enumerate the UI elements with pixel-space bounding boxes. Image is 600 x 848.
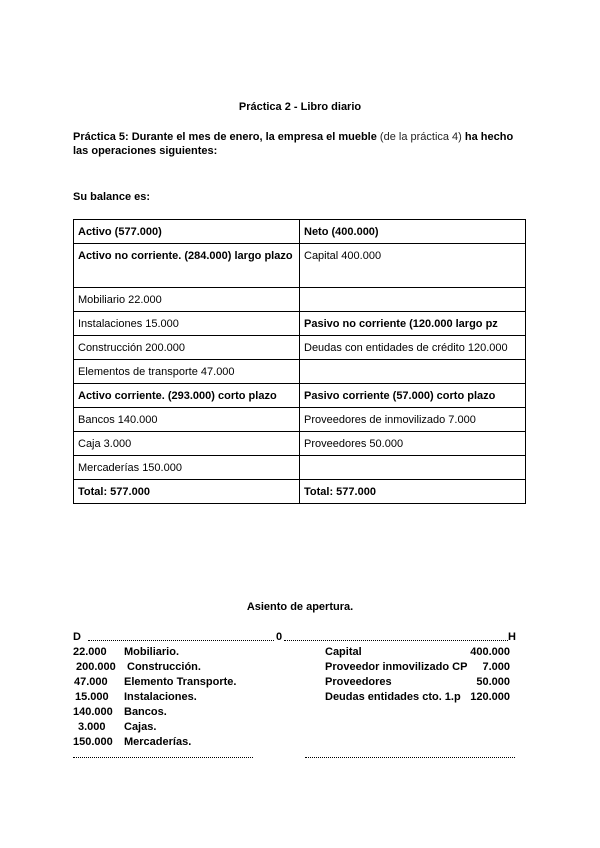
table-cell: Activo (577.000) (74, 220, 300, 244)
table-cell: Neto (400.000) (300, 220, 526, 244)
debit-amount: 15.000 (75, 691, 109, 703)
intro-normal: (de la práctica 4) (376, 131, 465, 143)
debit-account: Cajas. (124, 721, 157, 733)
dotted-separator (88, 640, 274, 641)
table-row (74, 360, 526, 384)
table-row (74, 336, 526, 360)
asiento-title: Asiento de apertura. (246, 601, 354, 613)
table-cell: Mobiliario 22.000 (74, 288, 300, 312)
table-cell: Total: 577.000 (300, 480, 526, 504)
debit-amount: 140.000 (73, 706, 113, 718)
table-cell: Caja 3.000 (74, 432, 300, 456)
debit-amount: 150.000 (73, 736, 113, 748)
credit-account: Proveedores (325, 676, 392, 688)
table-cell: Pasivo corriente (57.000) corto plazo (300, 384, 526, 408)
table-cell (300, 360, 526, 384)
table-row (74, 312, 526, 336)
dotted-separator (305, 757, 515, 758)
table-cell: Mercaderías 150.000 (74, 456, 300, 480)
debit-amount: 22.000 (73, 646, 107, 658)
table-row (74, 220, 526, 244)
credit-amount: 120.000 (470, 691, 510, 703)
page-title: Práctica 2 - Libro diario (238, 101, 362, 113)
credit-amount: 400.000 (470, 646, 510, 658)
debit-amount: 200.000 (76, 661, 116, 673)
balance-heading: Su balance es: (73, 191, 151, 203)
table-cell: Deudas con entidades de crédito 120.000 (300, 336, 526, 360)
table-cell: Elementos de transporte 47.000 (74, 360, 300, 384)
credit-amount: 50.000 (476, 676, 510, 688)
table-cell: Capital 400.000 (300, 244, 526, 288)
table-row (74, 408, 526, 432)
table-row (74, 456, 526, 480)
balance-table (73, 219, 526, 504)
intro-paragraph (73, 131, 513, 160)
debit-account: Bancos. (124, 706, 167, 718)
debit-amount: 3.000 (78, 721, 106, 733)
credit-account: Proveedor inmovilizado CP (325, 661, 468, 673)
table-row (74, 432, 526, 456)
debit-account: Mercaderías. (124, 736, 192, 748)
intro-line2: las operaciones siguientes: (73, 145, 218, 157)
table-row (74, 480, 526, 504)
table-cell: Bancos 140.000 (74, 408, 300, 432)
table-cell: Instalaciones 15.000 (74, 312, 300, 336)
debit-account: Mobiliario. (124, 646, 179, 658)
debit-account: Construcción. (127, 661, 201, 673)
entry-number: 0 (276, 631, 283, 643)
table-cell: Construcción 200.000 (74, 336, 300, 360)
table-cell (300, 456, 526, 480)
intro-bold: Práctica 5: Durante el mes de enero, la empresa el mueble (73, 131, 377, 143)
debit-amount: 47.000 (74, 676, 108, 688)
debit-account: Instalaciones. (124, 691, 197, 703)
credit-amount: 7.000 (482, 661, 510, 673)
haber-label: H (508, 631, 516, 643)
dotted-separator (284, 640, 508, 641)
table-cell: Activo corriente. (293.000) corto plazo (74, 384, 300, 408)
table-row (74, 384, 526, 408)
debit-account: Elemento Transporte. (124, 676, 237, 688)
table-cell: Proveedores de inmovilizado 7.000 (300, 408, 526, 432)
table-cell: Total: 577.000 (74, 480, 300, 504)
table-cell (300, 288, 526, 312)
table-cell: Pasivo no corriente (120.000 largo pz (300, 312, 526, 336)
table-row (74, 244, 526, 288)
intro-bold-2: ha hecho (464, 131, 514, 143)
table-cell: Activo no corriente. (284.000) largo plazo (74, 244, 300, 288)
table-row (74, 288, 526, 312)
debe-label: D (73, 631, 81, 643)
credit-account: Capital (325, 646, 362, 658)
credit-account: Deudas entidades cto. 1.p (325, 691, 461, 703)
dotted-separator (73, 757, 253, 758)
table-cell: Proveedores 50.000 (300, 432, 526, 456)
